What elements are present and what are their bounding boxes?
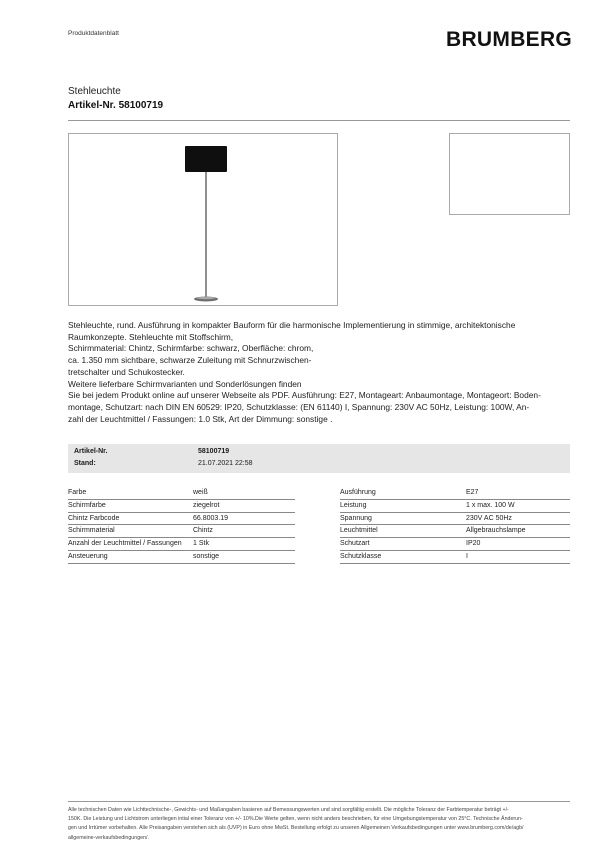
description-line: zahl der Leuchtmittel / Fassungen: 1.0 Stk, Art der Dimmung: sonstige . (68, 413, 333, 424)
spec-row (68, 513, 295, 526)
spec-value: 230V AC 50Hz (466, 514, 512, 522)
spec-row (68, 551, 295, 564)
spec-value: 1 Stk (193, 540, 209, 548)
footer-line: gen und Irrtümer vorbehalten. Alle Preisangaben verstehen sich als (UVP) in Euro ohne MwSt. Bestellung erfolgt zu unseren Allgemeinen Verkaufsbedingungen unter www.brumberg.com/de/agb/ (68, 825, 524, 832)
spec-label: Anzahl der Leuchtmittel / Fassungen (68, 540, 182, 548)
spec-label: Schutzart (340, 540, 370, 548)
spec-row (340, 525, 570, 538)
spec-label: Ausführung (340, 489, 376, 496)
description-line: Sie bei jedem Produkt online auf unserer Webseite als PDF. Ausführung: E27, Montageart: Anbaumontage, Montageort: Boden- (68, 390, 541, 401)
article-info-box (68, 444, 570, 473)
description-line: montage, Schutzart: nach DIN EN 60529: IP20, Schutzklasse: (EN 61140) I, Spannung: 230V AC 50Hz, Leistung: 100W, An- (68, 401, 530, 412)
spec-label: Spannung (340, 514, 372, 522)
spec-value: I (466, 552, 468, 560)
spec-value: 1 x max. 100 W (466, 501, 515, 509)
spec-row (340, 487, 570, 500)
description-line: Weitere lieferbare Schirmvarianten und Sonderlösungen finden (68, 378, 302, 389)
spec-row (68, 538, 295, 551)
spec-row (68, 525, 295, 538)
spec-row (68, 487, 295, 500)
spec-label: Schirmfarbe (68, 501, 106, 509)
spec-row (68, 500, 295, 513)
footer-line: 150K. Die Leistung und Lichtstrom unterliegen intial einer Toleranz von +/- 10%.Die Werte gelten, wenn nicht anders beschrieben, für eine Umgebungstemperatur von 25°C. Technische Änderun- (68, 816, 523, 823)
spec-label: Leistung (340, 501, 367, 509)
spec-value: Chintz (193, 527, 213, 535)
spec-label: Chintz Farbcode (68, 514, 120, 522)
spec-row (340, 538, 570, 551)
spec-value: ziegelrot (193, 501, 220, 509)
spec-table-left (68, 487, 295, 564)
footer-line: allgemeine-verkaufsbedingungen/. (68, 834, 149, 841)
description-line: tretschalter und Schukostecker. (68, 366, 185, 377)
product-type: Stehleuchte (68, 86, 121, 97)
description-line: Raumkonzepte. Stehleuchte mit Stoffschirm, (68, 331, 234, 342)
lamp-base-highlight (197, 297, 215, 299)
document-type-label: Produktdatenblatt (68, 30, 119, 37)
title-divider (68, 120, 570, 121)
secondary-image (449, 133, 570, 215)
description-line: Stehleuchte, rund. Ausführung in kompakter Bauform für die harmonische Implementierung in stimmige, architektonische (68, 320, 516, 330)
spec-value: Allgebrauchslampe (466, 527, 526, 535)
description-line: ca. 1.350 mm sichtbare, schwarze Zuleitung mit Schnurzwischen- (68, 355, 312, 366)
spec-row (340, 500, 570, 513)
article-number-value: 58100719 (198, 448, 230, 455)
status-date: 21.07.2021 22:58 (198, 460, 253, 467)
spec-row (340, 551, 570, 564)
footer-divider (68, 801, 570, 802)
brand-logo: BRUMBERG (446, 28, 573, 51)
article-title: Artikel-Nr. 58100719 (68, 100, 164, 111)
description-line: Schirmmaterial: Chintz, Schirmfarbe: schwarz, Oberfläche: chrom, (68, 343, 314, 354)
spec-value: E27 (466, 489, 479, 496)
spec-value: 66.8003.19 (193, 514, 229, 522)
spec-label: Leuchtmittel (340, 527, 378, 535)
spec-label: Schirmmaterial (68, 527, 115, 535)
product-description (68, 320, 573, 425)
footer-line: Alle technischen Daten wie Lichttechnische-, Gewichts- und Maßangaben basieren auf Bemessungswerten und sind sorgfältig erstellt. Die mögliche Toleranz der Farbtemperatur beträgt +/- (68, 807, 509, 813)
legal-footer (68, 806, 573, 843)
spec-label: Ansteuerung (68, 552, 108, 560)
spec-value: IP20 (466, 540, 481, 548)
spec-value: weiß (193, 489, 208, 496)
spec-value: sonstige (193, 552, 220, 560)
product-image (68, 133, 338, 306)
status-label: Stand: (74, 460, 96, 467)
spec-table-right (340, 487, 570, 564)
lamp-shade (185, 146, 227, 172)
spec-label: Schutzklasse (340, 552, 382, 560)
spec-label: Farbe (68, 489, 87, 496)
article-number-label: Artikel-Nr. (74, 448, 108, 455)
spec-row (340, 513, 570, 526)
floor-lamp-illustration (69, 134, 339, 307)
